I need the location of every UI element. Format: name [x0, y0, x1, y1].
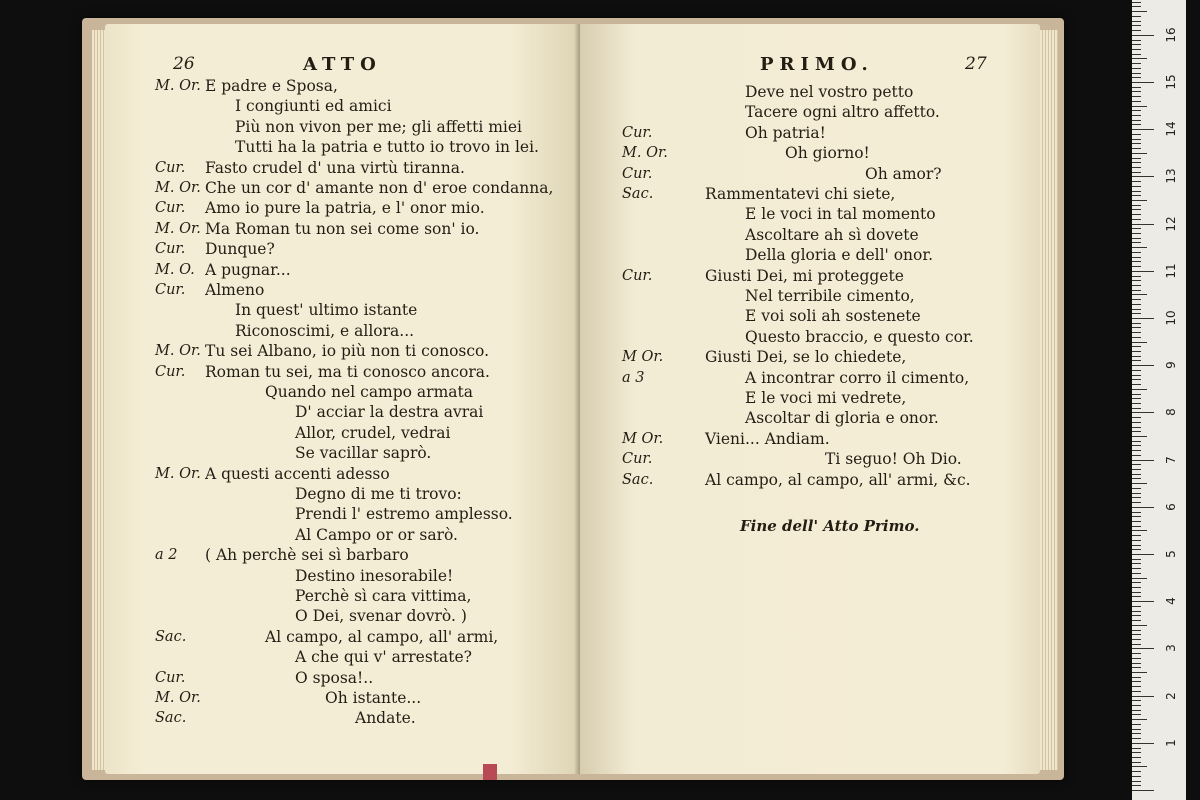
ruler-tick — [1132, 162, 1141, 163]
left-verse-line: A pugnar... — [205, 260, 291, 279]
ruler-tick — [1132, 290, 1141, 291]
ruler-tick — [1132, 582, 1141, 583]
ruler-tick — [1132, 620, 1141, 621]
left-verse-line: I congiunti ed amici — [235, 97, 392, 116]
ruler-tick — [1132, 554, 1154, 555]
right-verse-line: Rammentatevi chi siete, — [705, 185, 896, 203]
ruler-tick — [1132, 776, 1141, 777]
right-verse-line: Vieni... Andiam. — [705, 429, 830, 448]
right-speaker-label: a 3 — [622, 369, 645, 386]
ruler-tick — [1132, 781, 1141, 782]
ruler-tick — [1132, 313, 1141, 314]
ruler-tick — [1132, 2, 1141, 3]
ruler-tick — [1132, 464, 1141, 465]
ruler-tick — [1132, 294, 1147, 295]
left-verse-line: A questi accenti adesso — [205, 464, 390, 483]
page-edges-right — [1040, 30, 1058, 770]
ruler-tick — [1132, 242, 1141, 243]
ruler-tick — [1132, 68, 1141, 69]
ruler-tick — [1132, 304, 1141, 305]
ruler-tick — [1132, 285, 1141, 286]
ruler-tick — [1132, 677, 1141, 678]
ruler-tick — [1132, 73, 1141, 74]
left-speaker-label: Cur. — [155, 669, 186, 686]
left-speaker-label: M. Or. — [155, 465, 201, 482]
ruler-tick — [1132, 276, 1141, 277]
ruler-tick — [1132, 101, 1141, 102]
right-verse-line: Deve nel vostro petto — [745, 83, 914, 101]
page-number-right: 27 — [965, 54, 987, 74]
ruler-tick — [1132, 469, 1141, 470]
left-verse-line: Andate. — [355, 709, 416, 728]
ruler-number: 2 — [1164, 691, 1178, 700]
ruler-tick — [1132, 21, 1141, 22]
ruler-tick — [1132, 35, 1154, 36]
ruler-tick — [1132, 327, 1141, 328]
ruler-tick — [1132, 412, 1154, 413]
right-speaker-label: M Or. — [622, 349, 664, 366]
ruler-tick — [1132, 110, 1141, 111]
ruler-tick — [1132, 535, 1141, 536]
ruler-tick — [1132, 323, 1141, 324]
left-verse-line: ( Ah perchè sei sì barbaro — [205, 546, 409, 565]
left-verse-line: Perchè sì cara vittima, — [295, 587, 472, 605]
ruler-tick — [1132, 261, 1141, 262]
ruler-tick — [1132, 573, 1141, 574]
ruler-tick — [1132, 658, 1141, 659]
ruler-tick — [1132, 710, 1141, 711]
ruler-tick — [1132, 398, 1141, 399]
ruler-tick — [1132, 195, 1141, 196]
ruler-tick — [1132, 172, 1141, 173]
ruler-tick — [1132, 148, 1141, 149]
ruler-tick — [1132, 266, 1141, 267]
ruler-tick — [1132, 766, 1147, 767]
ruler-tick — [1132, 394, 1141, 395]
ruler-tick — [1132, 186, 1141, 187]
ruler-tick — [1132, 445, 1141, 446]
right-verse-line: Ascoltar di gloria e onor. — [745, 409, 939, 428]
ruler-tick — [1132, 474, 1141, 475]
left-verse-line: Se vacillar saprò. — [295, 444, 432, 463]
ruler-tick — [1132, 49, 1141, 50]
ruler-tick — [1132, 167, 1141, 168]
right-verse-line: E voi soli ah sostenete — [745, 307, 921, 326]
left-verse-line: E padre e Sposa, — [205, 77, 338, 95]
ruler-tick — [1132, 639, 1141, 640]
ruler-tick — [1132, 120, 1141, 121]
right-verse-line: Ti seguo! Oh Dio. — [825, 450, 962, 469]
ruler-number: 6 — [1164, 502, 1178, 511]
ruler-tick — [1132, 502, 1141, 503]
ruler-tick — [1132, 16, 1141, 17]
ruler-tick — [1132, 40, 1141, 41]
ruler-number: 8 — [1164, 408, 1178, 417]
ruler-number: 12 — [1164, 215, 1178, 232]
ruler-tick — [1132, 77, 1141, 78]
ruler-tick — [1132, 176, 1154, 177]
ruler-tick — [1132, 238, 1141, 239]
left-verse-line: Allor, crudel, vedrai — [295, 423, 451, 442]
bookmark-ribbon — [483, 764, 497, 780]
ruler-tick — [1132, 370, 1141, 371]
ruler-tick — [1132, 596, 1141, 597]
right-verse-line: Ascoltare ah sì dovete — [745, 225, 919, 244]
ruler-number: 14 — [1164, 121, 1178, 137]
ruler-number: 10 — [1164, 310, 1178, 326]
ruler-tick — [1132, 139, 1141, 140]
ruler-tick — [1132, 408, 1141, 409]
ruler-tick — [1132, 587, 1141, 588]
right-verse-line: Oh amor? — [865, 164, 942, 183]
ruler-tick — [1132, 601, 1154, 602]
ruler-tick — [1132, 516, 1141, 517]
ruler-tick — [1132, 431, 1141, 432]
ruler-tick — [1132, 219, 1141, 220]
ruler-tick — [1132, 512, 1141, 513]
ruler-tick — [1132, 507, 1154, 508]
ruler-tick — [1132, 25, 1141, 26]
left-speaker-label: Sac. — [155, 628, 187, 645]
ruler-tick — [1132, 82, 1154, 83]
ruler-tick — [1132, 771, 1141, 772]
left-verse-line: Al Campo or or sarò. — [295, 525, 458, 544]
ruler-tick — [1132, 200, 1147, 201]
ruler-tick — [1132, 672, 1147, 673]
right-speaker-label: Cur. — [622, 165, 653, 182]
ruler-tick — [1132, 700, 1141, 701]
ruler-tick — [1132, 611, 1141, 612]
left-verse-line: Al campo, al campo, all' armi, — [265, 627, 499, 646]
left-verse-line: O sposa!.. — [295, 668, 374, 687]
right-verse-line: Tacere ogni altro affetto. — [745, 103, 940, 122]
ruler-number: 7 — [1164, 455, 1178, 464]
ruler-tick — [1132, 568, 1141, 569]
right-speaker-label: Cur. — [622, 124, 653, 141]
ruler-tick — [1132, 209, 1141, 210]
ruler-tick — [1132, 337, 1141, 338]
ruler-tick — [1132, 346, 1141, 347]
ruler-tick — [1132, 729, 1141, 730]
ruler-tick — [1132, 762, 1141, 763]
ruler-tick — [1132, 578, 1147, 579]
ruler-tick — [1132, 252, 1141, 253]
right-speaker-label: Cur. — [622, 267, 653, 284]
right-verse-line: Giusti Dei, mi proteggete — [705, 266, 904, 285]
ruler-tick — [1132, 224, 1154, 225]
left-verse-line: Destino inesorabile! — [295, 566, 454, 585]
ruler-tick — [1132, 738, 1141, 739]
ruler-tick — [1132, 691, 1141, 692]
ruler-tick — [1132, 743, 1154, 744]
right-speaker-label: Cur. — [622, 451, 653, 468]
ruler-tick — [1132, 106, 1147, 107]
ruler-tick — [1132, 752, 1141, 753]
left-verse-line: In quest' ultimo istante — [235, 301, 418, 320]
right-verse-line: Giusti Dei, se lo chiedete, — [705, 348, 907, 367]
right-speaker-label: Sac. — [622, 186, 654, 202]
ruler-number: 1 — [1164, 738, 1178, 747]
right-verse-line: E le voci in tal momento — [745, 205, 936, 224]
ruler-tick — [1132, 6, 1141, 7]
ruler-tick — [1132, 648, 1154, 649]
ruler-tick — [1132, 663, 1141, 664]
ruler-tick — [1132, 625, 1147, 626]
ruler-number: 3 — [1164, 644, 1178, 653]
ruler-tick — [1132, 478, 1141, 479]
ruler-tick — [1132, 455, 1141, 456]
ruler-tick — [1132, 191, 1141, 192]
ruler-tick — [1132, 733, 1141, 734]
ruler-tick — [1132, 158, 1141, 159]
ruler-tick — [1132, 719, 1147, 720]
page-edges-left — [92, 30, 106, 770]
right-verse-line: Nel terribile cimento, — [745, 287, 915, 305]
ruler-tick — [1132, 403, 1141, 404]
ruler-tick — [1132, 724, 1141, 725]
ruler-tick — [1132, 87, 1141, 88]
ruler-tick — [1132, 790, 1154, 791]
left-verse-line: Roman tu sei, ma ti conosco ancora. — [205, 362, 490, 381]
right-verse-line: E le voci mi vedrete, — [745, 389, 907, 407]
ruler-tick — [1132, 379, 1141, 380]
left-speaker-label: a 2 — [155, 547, 178, 564]
ruler-tick — [1132, 757, 1141, 758]
ruler-tick — [1132, 356, 1141, 357]
ruler-tick — [1132, 748, 1141, 749]
ruler-tick — [1132, 271, 1154, 272]
left-verse-line: Più non vivon per me; gli affetti miei — [235, 117, 522, 136]
ruler-tick — [1132, 228, 1141, 229]
ruler-tick — [1132, 450, 1141, 451]
ruler-tick — [1132, 686, 1141, 687]
ruler-tick — [1132, 351, 1141, 352]
ruler-tick — [1132, 530, 1147, 531]
left-verse-line: Ma Roman tu non sei come son' io. — [205, 219, 480, 238]
ruler-tick — [1132, 493, 1141, 494]
ruler-number: 13 — [1164, 168, 1178, 185]
running-header-right: PRIMO. — [760, 54, 874, 75]
ruler-tick — [1132, 115, 1141, 116]
left-verse-line: Quando nel campo armata — [265, 383, 473, 401]
ruler-tick — [1132, 705, 1141, 706]
ruler-tick — [1132, 681, 1141, 682]
left-verse-line: Fasto crudel d' una virtù tiranna. — [205, 158, 465, 177]
left-speaker-label: Cur. — [155, 241, 186, 258]
left-speaker-label: Cur. — [155, 200, 186, 217]
ruler-tick — [1132, 360, 1141, 361]
ruler-tick — [1132, 58, 1147, 59]
left-verse-line: Dunque? — [205, 240, 275, 259]
ruler-tick — [1132, 365, 1154, 366]
ruler-tick — [1132, 299, 1141, 300]
left-speaker-label: M. Or. — [155, 180, 201, 196]
page-number-left: 26 — [173, 54, 195, 74]
right-speaker-label: Sac. — [622, 471, 654, 488]
right-verse-line: Al campo, al campo, all' armi, &c. — [705, 470, 971, 489]
ruler-tick — [1132, 559, 1141, 560]
ruler-tick — [1132, 134, 1141, 135]
ruler-tick — [1132, 417, 1141, 418]
ruler-tick — [1132, 540, 1141, 541]
left-page — [105, 24, 580, 774]
ruler-number: 15 — [1164, 74, 1178, 90]
ruler-tick — [1132, 526, 1141, 527]
right-verse-line: Oh patria! — [745, 123, 826, 142]
ruler-tick — [1132, 549, 1141, 550]
ruler-tick — [1132, 181, 1141, 182]
left-verse-line: Riconoscimi, e allora... — [235, 321, 415, 340]
ruler-tick — [1132, 91, 1141, 92]
left-speaker-label: M. Or. — [155, 690, 201, 706]
ruler-tick — [1132, 63, 1141, 64]
ruler-tick — [1132, 422, 1141, 423]
right-speaker-label: M Or. — [622, 430, 664, 447]
left-speaker-label: M. O. — [155, 261, 195, 278]
ruler-tick — [1132, 280, 1141, 281]
left-verse-line: Amo io pure la patria, e l' onor mio. — [205, 199, 485, 218]
ruler-tick — [1132, 521, 1141, 522]
ruler-tick — [1132, 460, 1154, 461]
ruler-tick — [1132, 714, 1141, 715]
ruler-tick — [1132, 318, 1154, 319]
ruler-tick — [1132, 696, 1154, 697]
ruler-tick — [1132, 153, 1147, 154]
ruler-tick — [1132, 384, 1141, 385]
left-verse-line: Che un cor d' amante non d' eroe condanna, — [205, 179, 554, 197]
right-verse-line: A incontrar corro il cimento, — [745, 368, 970, 387]
left-verse-line: Tu sei Albano, io più non ti conosco. — [205, 342, 490, 361]
right-page — [580, 24, 1040, 774]
ruler-tick — [1132, 129, 1154, 130]
right-verse-line: Della gloria e dell' onor. — [745, 246, 934, 265]
ruler-tick — [1132, 233, 1141, 234]
ruler-tick — [1132, 30, 1141, 31]
left-verse-line: O Dei, svenar dovrò. ) — [295, 607, 467, 626]
ruler-tick — [1132, 257, 1141, 258]
ruler-tick — [1132, 592, 1141, 593]
ruler-tick — [1132, 488, 1141, 489]
ruler-number: 9 — [1164, 361, 1178, 370]
left-verse-line: Tutti ha la patria e tutto io trovo in lei. — [235, 138, 539, 157]
left-speaker-label: Sac. — [155, 710, 187, 727]
ruler-number: 5 — [1164, 550, 1178, 558]
ruler-number: 16 — [1164, 27, 1178, 43]
ruler-tick — [1132, 630, 1141, 631]
ruler-tick — [1132, 653, 1141, 654]
left-verse-line: Degno di me ti trovo: — [295, 485, 462, 503]
running-header-left: ATTO — [303, 54, 382, 75]
ruler-tick — [1132, 309, 1141, 310]
ruler-tick — [1132, 44, 1141, 45]
left-verse-line: Almeno — [205, 281, 265, 299]
ruler-tick — [1132, 342, 1147, 343]
left-verse-line: A che qui v' arrestate? — [295, 648, 472, 667]
act-end-note: Fine dell' Atto Primo. — [740, 517, 920, 535]
ruler-tick — [1132, 563, 1141, 564]
ruler-tick — [1132, 483, 1147, 484]
ruler-tick — [1132, 497, 1141, 498]
ruler-number: 11 — [1164, 263, 1178, 279]
ruler-tick — [1132, 644, 1141, 645]
ruler-tick — [1132, 667, 1141, 668]
left-verse-line: D' acciar la destra avrai — [295, 403, 484, 422]
ruler-tick — [1132, 143, 1141, 144]
ruler-tick — [1132, 214, 1141, 215]
ruler-tick — [1132, 615, 1141, 616]
right-speaker-label: M. Or. — [622, 145, 668, 162]
left-speaker-label: Cur. — [155, 282, 186, 298]
left-verse-line: Oh istante... — [325, 689, 422, 707]
ruler-tick — [1132, 785, 1141, 786]
right-verse-line: Oh giorno! — [785, 144, 870, 163]
ruler-tick — [1132, 96, 1141, 97]
ruler-tick — [1132, 124, 1141, 125]
ruler-tick — [1132, 54, 1141, 55]
left-speaker-label: M. Or. — [155, 343, 201, 360]
ruler-tick — [1132, 205, 1141, 206]
ruler-tick — [1132, 634, 1141, 635]
ruler-number: 4 — [1164, 597, 1178, 606]
ruler-tick — [1132, 545, 1141, 546]
left-speaker-label: Cur. — [155, 159, 186, 176]
ruler-tick — [1132, 606, 1141, 607]
ruler-tick — [1132, 11, 1147, 12]
left-speaker-label: Cur. — [155, 363, 186, 380]
right-verse-line: Questo braccio, e questo cor. — [745, 327, 974, 346]
ruler-tick — [1132, 332, 1141, 333]
ruler-tick — [1132, 427, 1141, 428]
left-speaker-label: M. Or. — [155, 220, 201, 237]
ruler-tick — [1132, 436, 1147, 437]
ruler-tick — [1132, 389, 1147, 390]
left-speaker-label: M. Or. — [155, 78, 201, 94]
ruler-tick — [1132, 441, 1141, 442]
ruler-tick — [1132, 247, 1147, 248]
measuring-ruler — [1132, 0, 1186, 800]
left-verse-line: Prendi l' estremo amplesso. — [295, 505, 513, 524]
ruler-tick — [1132, 375, 1141, 376]
